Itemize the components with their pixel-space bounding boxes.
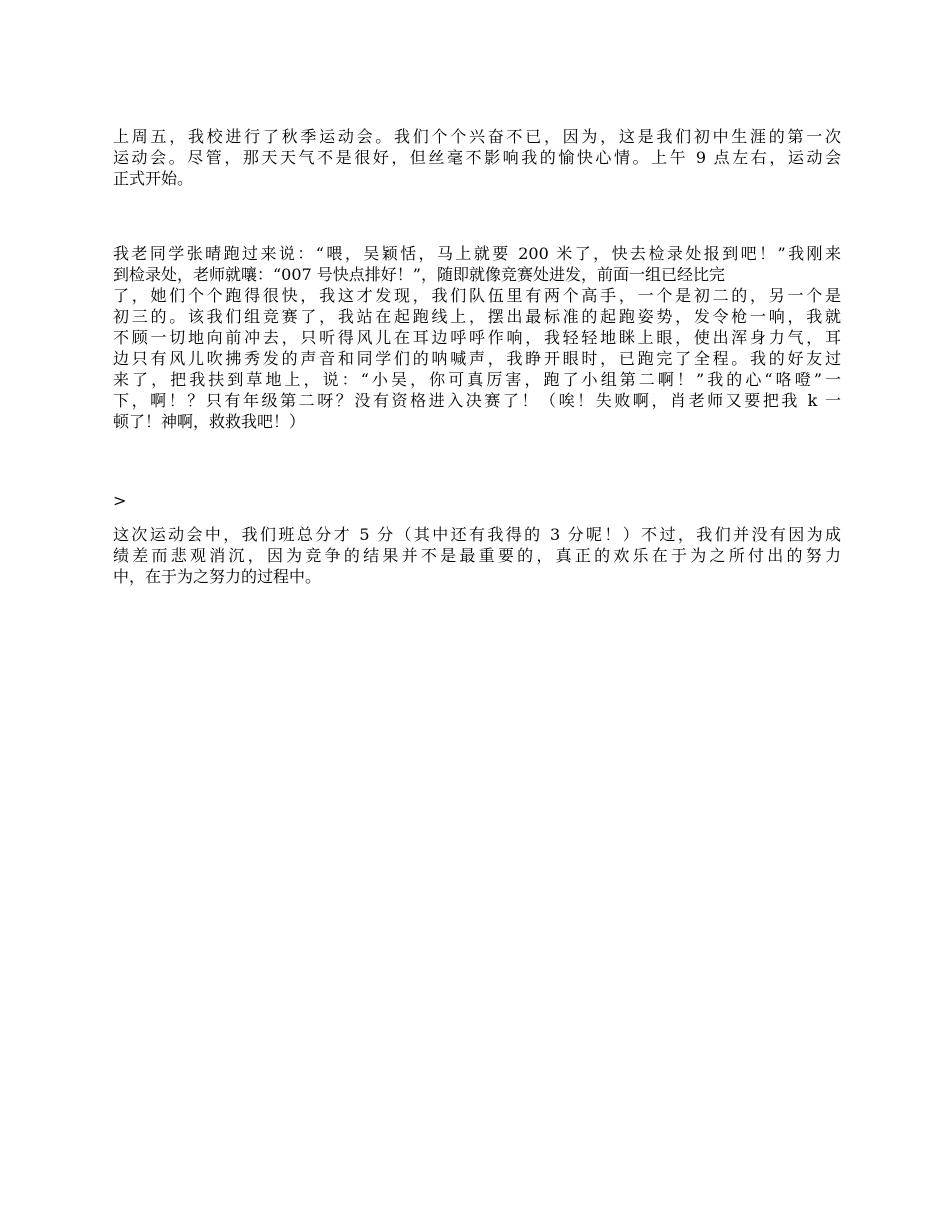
paragraph-line: 不顾一切地向前冲去，只听得风儿在耳边呼呼作响，我轻轻地眯上眼，使出浑身力气，耳 <box>113 328 841 347</box>
paragraph-line: 初三的。该我们组竞赛了，我站在起跑线上，摆出最标准的起跑姿势，发令枪一响，我就 <box>113 307 841 326</box>
paragraph-line: 顿了！神啊，救救我吧！） <box>113 412 306 431</box>
paragraph-line: 运动会。尽管，那天天气不是很好，但丝毫不影响我的愉快心情。上午 9 点左右，运动会 <box>113 148 841 167</box>
paragraph-line: 了，她们个个跑得很快，我这才发现，我们队伍里有两个高手，一个是初二的，另一个是 <box>113 286 841 305</box>
paragraph-line: 正式开始。 <box>113 169 194 188</box>
paragraph-line: 绩差而悲观消沉，因为竞争的结果并不是最重要的，真正的欢乐在于为之所付出的努力 <box>113 546 841 565</box>
paragraph-line: 边只有风儿吹拂秀发的声音和同学们的呐喊声，我睁开眼时，已跑完了全程。我的好友过 <box>113 349 841 368</box>
paragraph-line: > <box>113 491 127 510</box>
paragraph-line: 中，在于为之努力的过程中。 <box>113 567 322 586</box>
paragraph-line: 我老同学张晴跑过来说：“喂，吴颖恬，马上就要 200 米了，快去检录处报到吧！”我刚来 <box>113 244 841 263</box>
paragraph-conclusion <box>113 524 841 587</box>
paragraph-line: 来了，把我扶到草地上，说：“小吴，你可真厉害，跑了小组第二啊！”我的心“咯噔”一 <box>113 370 841 389</box>
paragraph-intro <box>113 126 841 189</box>
paragraph-line: 到检录处，老师就嚷：“007 号快点排好！”，随即就像竞赛处进发，前面一组已经比完 <box>113 265 725 284</box>
paragraph-line: 下，啊！？只有年级第二呀？没有资格进入决赛了！（唉！失败啊，肖老师又要把我 k 一 <box>113 391 841 410</box>
paragraph-line: 这次运动会中，我们班总分才 5 分（其中还有我得的 3 分呢！）不过，我们并没有因为成 <box>113 525 841 544</box>
paragraph-race <box>113 243 841 432</box>
paragraph-line: 上周五，我校进行了秋季运动会。我们个个兴奋不已，因为，这是我们初中生涯的第一次 <box>113 127 841 146</box>
paragraph-marker <box>113 490 841 511</box>
